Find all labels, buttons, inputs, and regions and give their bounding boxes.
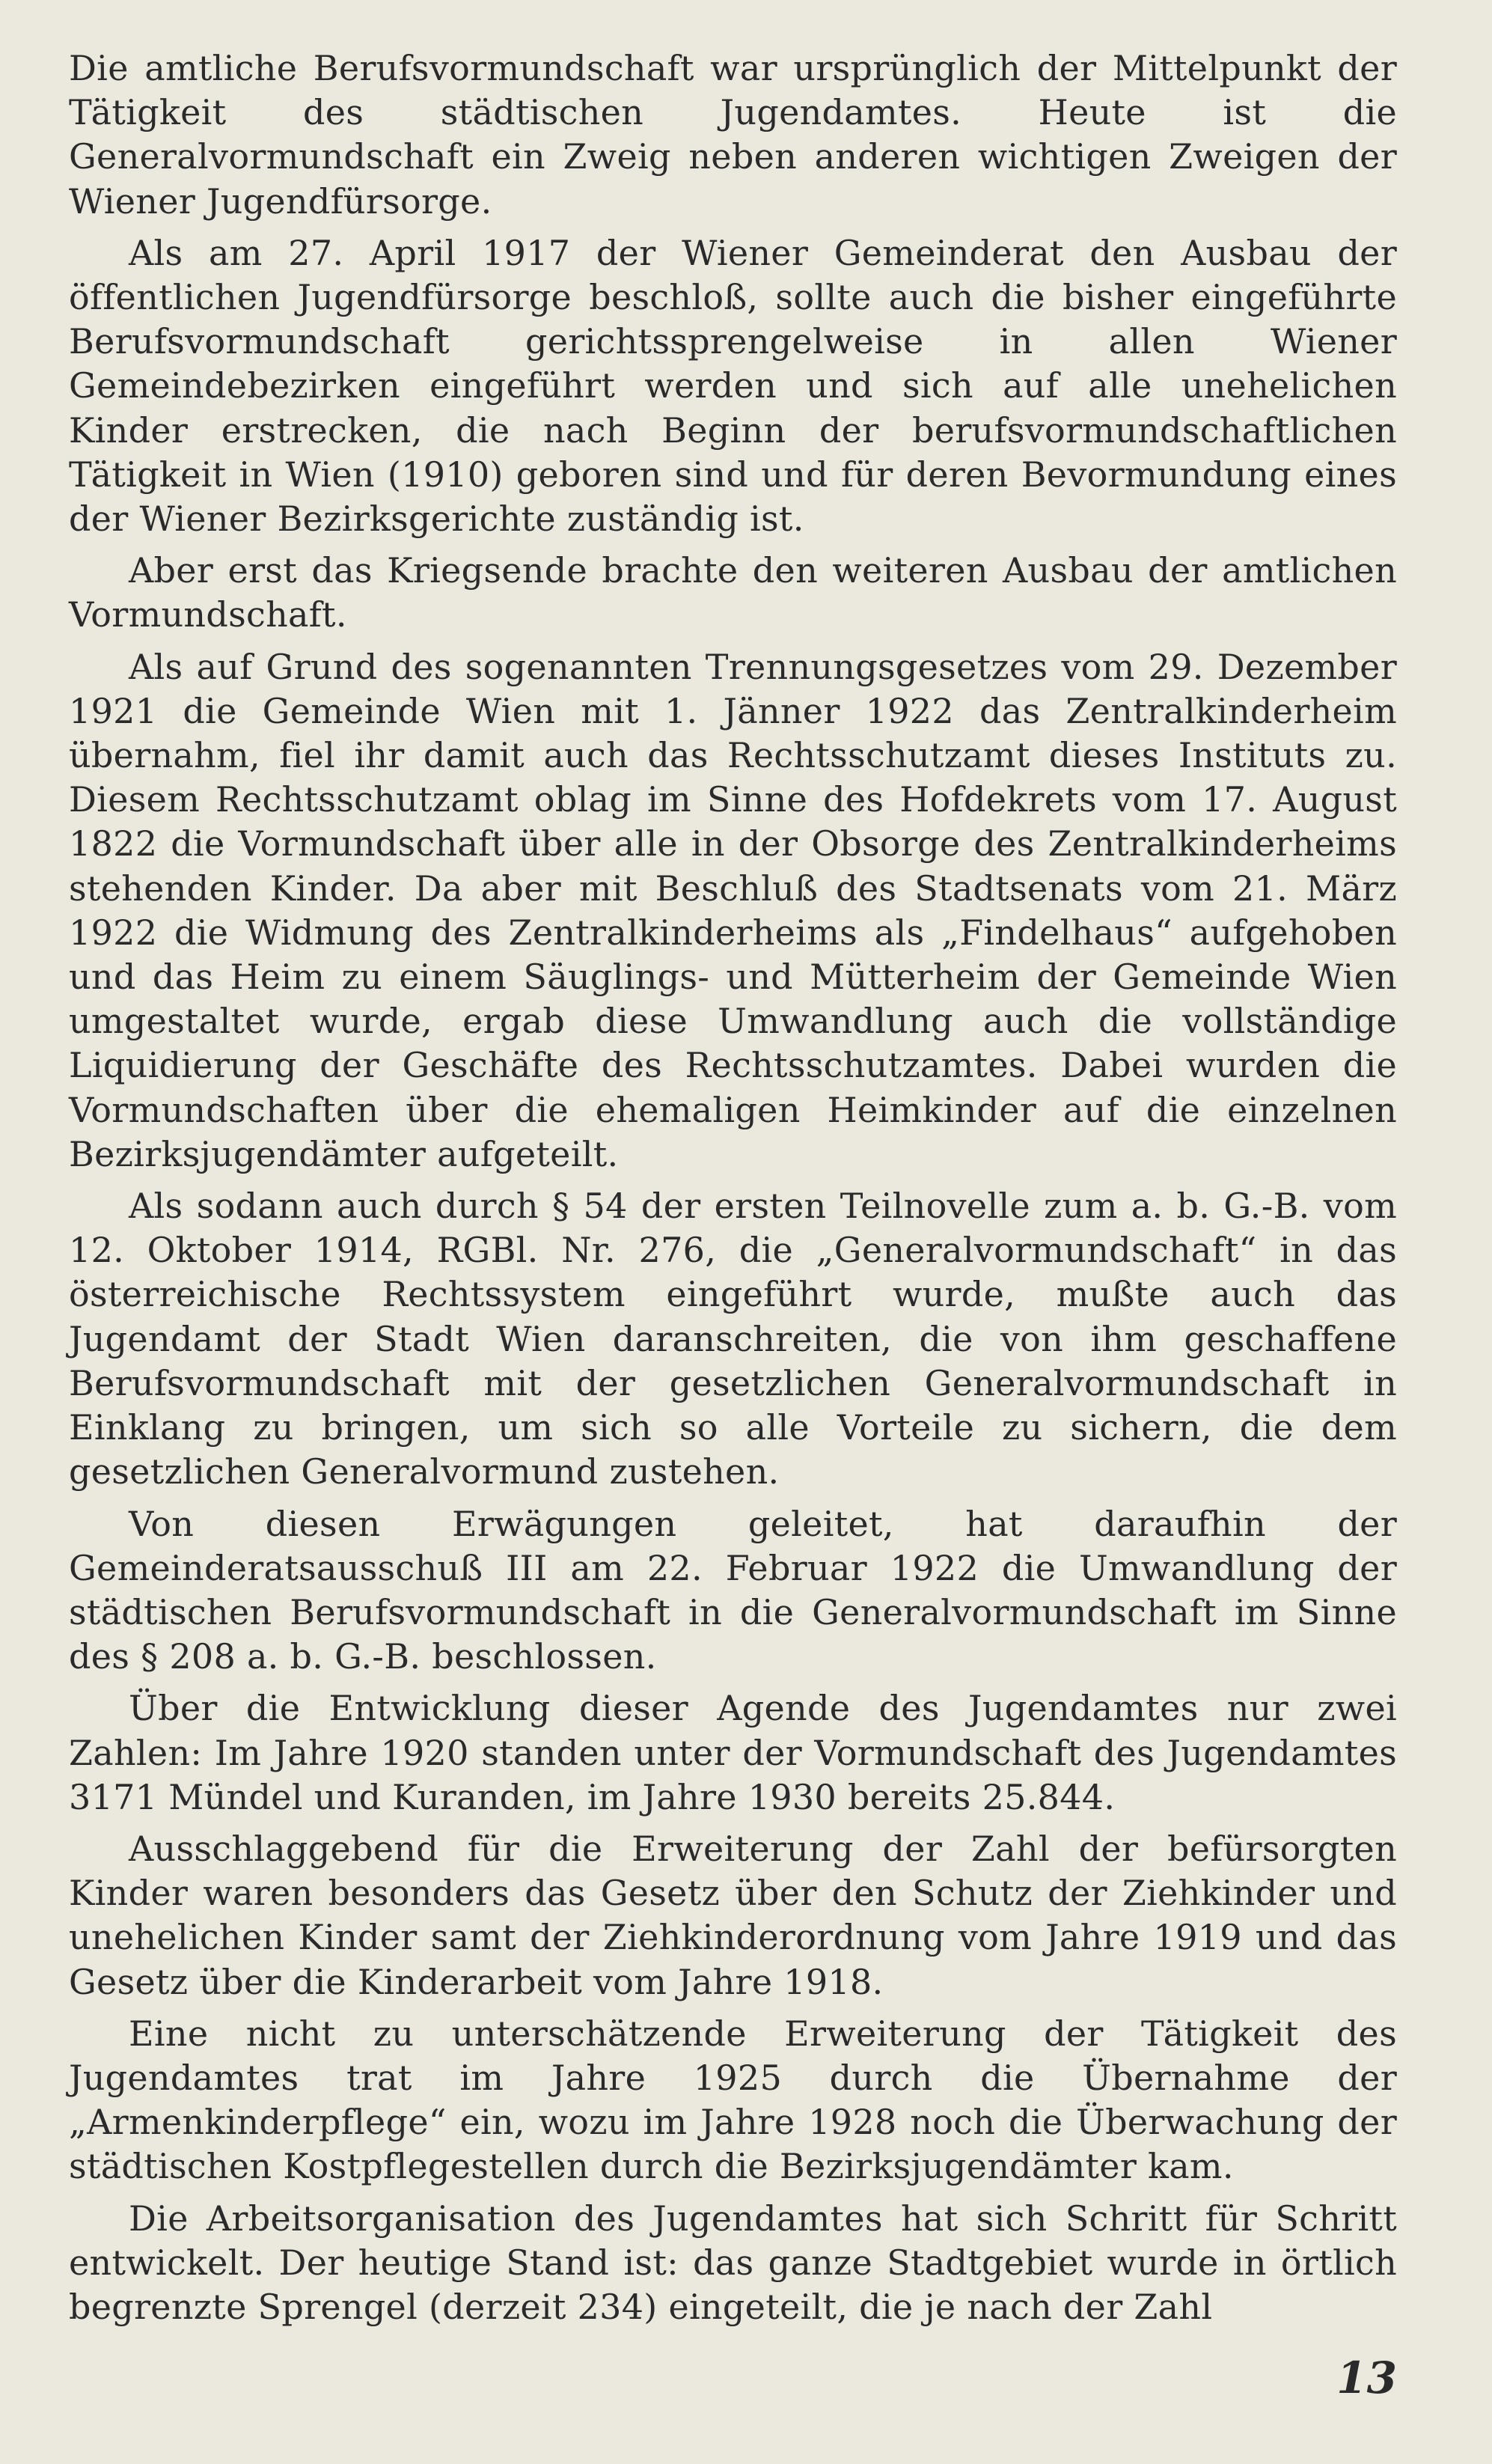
page-number: 13 bbox=[1336, 2352, 1397, 2403]
paragraph-9: Eine nicht zu unterschätzende Erweiterung der Tätigkeit des Jugendamtes trat im Jahre 1925 durch die Übernahme der „Armenkinderpflege“ ein, wozu im Jahre 1928 noch die Überwachung der städtischen Kostpflegestellen durch die Bezirksjugendämter kam. bbox=[69, 2013, 1397, 2187]
paragraph-8: Ausschlaggebend für die Erweiterung der Zahl der befürsorgten Kinder waren besonders das Gesetz über den Schutz der Ziehkinder und unehelichen Kinder samt der Ziehkinderordnung vom Jahre 1919 und das Gesetz über die Kinderarbeit vom Jahre 1918. bbox=[69, 1828, 1397, 2002]
paragraph-7: Über die Entwicklung dieser Agende des Jugendamtes nur zwei Zahlen: Im Jahre 1920 standen unter der Vormundschaft des Jugendamtes 3171 Mündel und Kuranden, im Jahre 1930 bereits 25.844. bbox=[69, 1688, 1397, 1817]
paragraph-10: Die Arbeitsorganisation des Jugendamtes hat sich Schritt für Schritt entwickelt. Der heutige Stand ist: das ganze Stadtgebiet wurde in örtlich begrenzte Sprengel (derzeit 234) eingeteilt, die je nach der Zahl bbox=[69, 2198, 1397, 2327]
paragraph-4: Als auf Grund des sogenannten Trennungsgesetzes vom 29. Dezember 1921 die Gemeinde Wien mit 1. Jänner 1922 das Zentralkinderheim übernahm, fiel ihr damit auch das Rechtsschutzamt dieses Instituts zu. Diesem Rechtsschutzamt oblag im Sinne des Hofdekrets vom 17. August 1822 die Vormundschaft über alle in der Obsorge des Zentralkinderheims stehenden Kinder. Da aber mit Beschluß des Stadtsenats vom 21. März 1922 die Widmung des Zentralkinderheims als „Findelhaus“ aufgehoben und das Heim zu einem Säuglings- und Mütterheim der Gemeinde Wien umgestaltet wurde, ergab diese Umwandlung auch die vollständige Liquidierung der Geschäfte des Rechtsschutzamtes. Dabei wurden die Vormundschaften über die ehemaligen Heimkinder auf die einzelnen Bezirksjugendämter aufgeteilt. bbox=[69, 646, 1397, 1174]
paragraph-5: Als sodann auch durch § 54 der ersten Teilnovelle zum a. b. G.-B. vom 12. Oktober 1914, RGBl. Nr. 276, die „Generalvormundschaft“ in das österreichische Rechtssystem eingeführt wurde, mußte auch das Jugendamt der Stadt Wien daranschreiten, die von ihm geschaffene Berufsvormundschaft mit der gesetzlichen Generalvormundschaft in Einklang zu bringen, um sich so alle Vorteile zu sichern, die dem gesetzlichen Generalvormund zustehen. bbox=[69, 1186, 1397, 1492]
paragraph-1: Die amtliche Berufsvormundschaft war ursprünglich der Mittelpunkt der Tätigkeit des städtischen Jugendamtes. Heute ist die Generalvormundschaft ein Zweig neben anderen wichtigen Zweigen der Wiener Jugendfürsorge. bbox=[69, 48, 1397, 222]
body-text bbox=[69, 46, 1397, 2337]
paragraph-3: Aber erst das Kriegsende brachte den weiteren Ausbau der amtlichen Vormundschaft. bbox=[69, 550, 1397, 635]
paragraph-2: Als am 27. April 1917 der Wiener Gemeinderat den Ausbau der öffentlichen Jugendfürsorge beschloß, sollte auch die bisher eingeführte Berufsvormundschaft gerichtssprengelweise in allen Wiener Gemeindebezirken eingeführt werden und sich auf alle unehelichen Kinder erstrecken, die nach Beginn der berufsvormundschaftlichen Tätigkeit in Wien (1910) geboren sind und für deren Bevormundung eines der Wiener Bezirksgerichte zuständig ist. bbox=[69, 232, 1397, 540]
paragraph-6: Von diesen Erwägungen geleitet, hat daraufhin der Gemeinderatsausschuß III am 22. Februar 1922 die Umwandlung der städtischen Berufsvormundschaft in die Generalvormundschaft im Sinne des § 208 a. b. G.-B. beschlossen. bbox=[69, 1503, 1397, 1677]
